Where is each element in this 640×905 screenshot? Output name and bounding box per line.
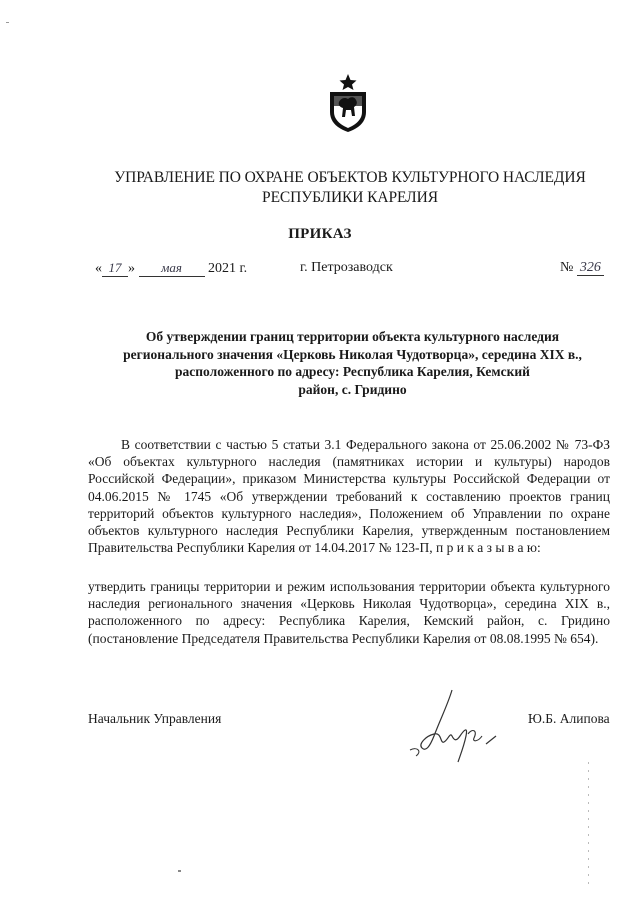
subject-line-3: расположенного по адресу: Республика Карелия, Кемский <box>175 364 530 379</box>
karelia-coat-of-arms-icon <box>325 72 371 134</box>
signatory-name: Ю.Б. Алипова <box>528 711 610 726</box>
date-year: 2021 г. <box>208 261 248 276</box>
date-open-quote: « <box>95 261 102 276</box>
order-place: г. Петрозаводск <box>300 260 393 275</box>
order-subject <box>80 328 625 398</box>
body-paragraph-2: утвердить границы территории и режим использования территории объекта культурного наследия регионального значения «Церковь Николая Чудотворца», середина XIX в., расположенного по адресу: Республика Карелия, Кемский район, с. Гридино (постановление Председателя Правительства Республики Карелия от 08.08.1995 № 654). <box>88 579 610 646</box>
organization-line-1: УПРАВЛЕНИЕ ПО ОХРАНЕ ОБЪЕКТОВ КУЛЬТУРНОГО НАСЛЕДИЯ <box>114 169 586 186</box>
document-type-title: ПРИКАЗ <box>288 226 352 242</box>
organization-header <box>60 168 640 208</box>
scan-edge-marks <box>588 762 589 890</box>
order-date <box>95 260 247 277</box>
date-month: мая <box>139 260 205 277</box>
order-number-value: 326 <box>577 260 604 276</box>
subject-line-2: регионального значения «Церковь Николая Чудотворца», середина XIX в., <box>123 346 582 362</box>
scan-mark <box>6 22 9 23</box>
body-paragraph-1: В соответствии с частью 5 статьи 3.1 Федерального закона от 25.06.2002 № 73-ФЗ «Об объектах культурного наследия (памятниках истории и культуры) народов Российской Федерации», приказом Министерства культуры Российской Федерации от 04.06.2015 № 1745 «Об утверждении требований к составлению проектов границ территорий объектов культурного наследия», Положением об Управлении по охране объектов культурного наследия Республики Карелия, утвержденным постановлением Правительства Республики Карелия от 14.04.2017 № 123-П, п р и к а з ы в а ю: <box>88 437 610 556</box>
order-number-label: № <box>560 260 574 275</box>
date-close-quote: » <box>128 261 135 276</box>
subject-line-4: район, с. Гридино <box>298 381 407 397</box>
scan-speck <box>178 870 181 872</box>
handwritten-signature <box>398 686 508 766</box>
order-number <box>560 260 604 276</box>
subject-line-1: Об утверждении границ территории объекта культурного наследия <box>145 329 560 344</box>
signatory-title: Начальник Управления <box>88 711 222 726</box>
date-day: 17 <box>102 260 128 277</box>
organization-line-2: РЕСПУБЛИКИ КАРЕЛИЯ <box>262 189 438 206</box>
